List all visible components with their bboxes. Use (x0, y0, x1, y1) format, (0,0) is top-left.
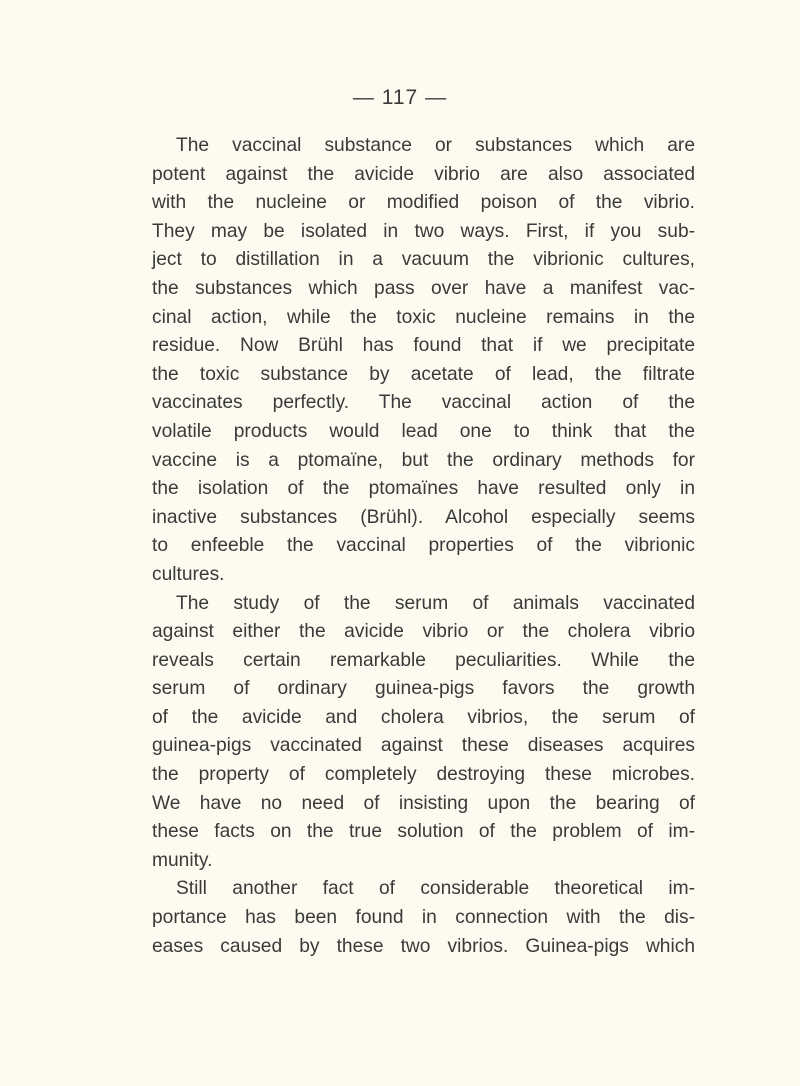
text-line: They may be isolated in two ways. First, if you sub- (152, 220, 695, 242)
text-line: guinea-pigs vaccinated against these diseases acquires (152, 735, 695, 757)
text-line: The vaccinal substance or substances which are (176, 135, 695, 156)
text-line: against either the avicide vibrio or the cholera vibrio (152, 621, 695, 643)
text-line: potent against the avicide vibrio are also associated (152, 163, 695, 185)
text-line: the isolation of the ptomaïnes have resulted only in (152, 478, 695, 500)
text-line: of the avicide and cholera vibrios, the serum of (152, 706, 695, 728)
text-line: vaccinates perfectly. The vaccinal action of the (152, 392, 695, 414)
text-line: reveals certain remarkable peculiarities. While the (152, 649, 695, 671)
text-line: eases caused by these two vibrios. Guinea-pigs which (152, 935, 695, 957)
text-line: the property of completely destroying these microbes. (152, 764, 695, 786)
page-number: — 117 — (352, 86, 448, 109)
text-line: portance has been found in connection with the dis- (152, 907, 695, 929)
text-line: The study of the serum of animals vaccinated (176, 592, 695, 614)
body-text (152, 132, 695, 961)
text-line: to enfeeble the vaccinal properties of the vibrionic (152, 535, 695, 557)
text-line: cinal action, while the toxic nucleine remains in the (152, 306, 695, 328)
text-line: these facts on the true solution of the problem of im- (152, 821, 695, 843)
text-line: We have no need of insisting upon the bearing of (152, 792, 695, 814)
text-line: the toxic substance by acetate of lead, the filtrate (152, 363, 695, 385)
text-line: ject to distillation in a vacuum the vibrionic cultures, (152, 249, 695, 271)
text-line: volatile products would lead one to think that the (152, 420, 695, 442)
text-line: vaccine is a ptomaïne, but the ordinary methods for (152, 449, 695, 471)
text-line: munity. (152, 849, 213, 871)
text-line: serum of ordinary guinea-pigs favors the growth (152, 678, 695, 700)
text-line: inactive substances (Brühl). Alcohol especially seems (152, 506, 695, 528)
text-line: cultures. (152, 563, 225, 585)
text-line: Still another fact of considerable theoretical im- (176, 878, 695, 900)
text-line: with the nucleine or modified poison of the vibrio. (152, 192, 695, 214)
text-line: residue. Now Brühl has found that if we precipitate (152, 335, 695, 357)
text-line: the substances which pass over have a manifest vac- (152, 277, 695, 299)
